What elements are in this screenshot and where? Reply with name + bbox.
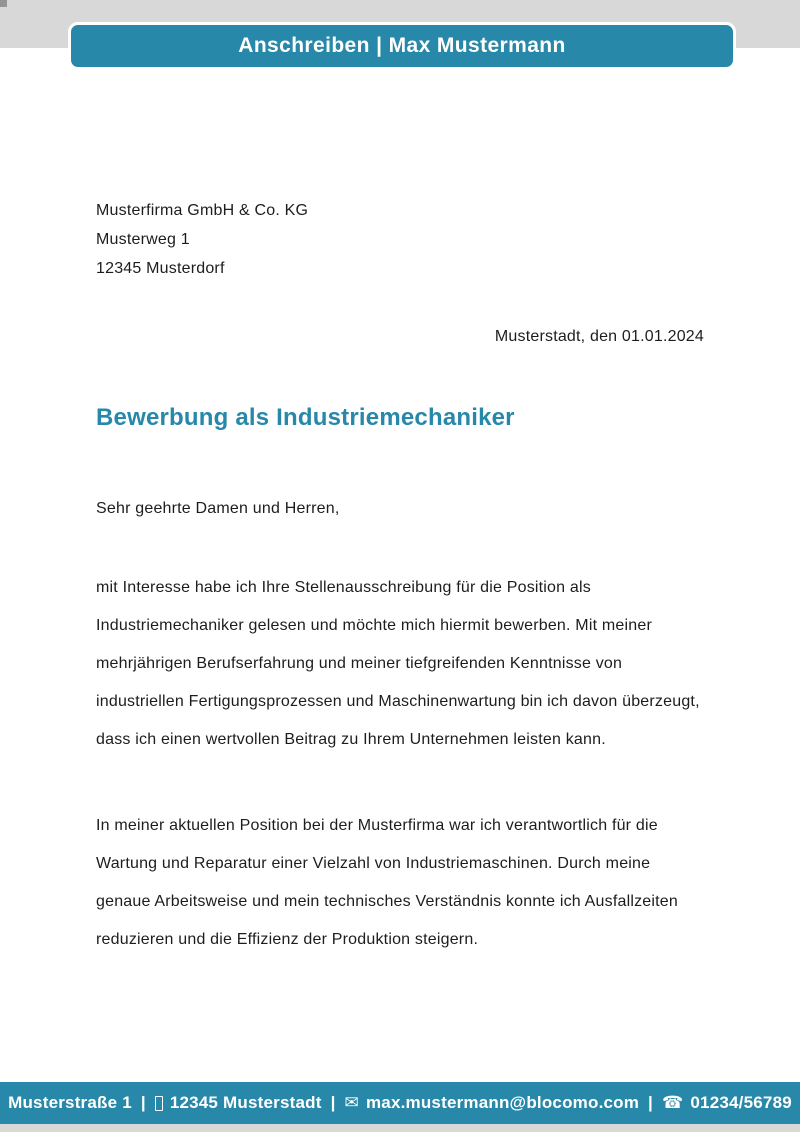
paragraph-2 [96,807,736,959]
footer-street: Musterstraße 1 [8,1093,132,1112]
paragraph-2-line: In meiner aktuellen Position bei der Musterfirma war ich verantwortlich für die [96,817,658,834]
footer-separator: | [330,1093,336,1112]
recipient-street: Musterweg 1 [96,231,190,248]
contact-footer-bar [0,1082,800,1124]
location-box-icon [155,1096,163,1111]
place-and-date: Musterstadt, den 01.01.2024 [494,328,704,345]
footer-email-segment [345,1093,640,1113]
footer-city-segment [155,1093,322,1113]
paragraph-2-line: reduzieren und die Effizienz der Produktion steigern. [96,931,479,948]
paragraph-2-line: Wartung und Reparatur einer Vielzahl von Industriemaschinen. Durch meine [96,855,651,872]
envelope-icon: ✉ [344,1093,359,1112]
paragraph-1 [96,569,736,759]
paragraph-1-line: mit Interesse habe ich Ihre Stellenausschreibung für die Position als [96,579,591,596]
recipient-company: Musterfirma GmbH & Co. KG [96,202,309,219]
footer-phone-segment [662,1093,792,1113]
paragraph-2-line: genaue Arbeitsweise und mein technisches Verständnis konnte ich Ausfallzeiten [96,893,678,910]
paragraph-1-line: Industriemechaniker gelesen und möchte mich hiermit bewerben. Mit meiner [96,617,652,634]
footer-separator: | [648,1093,654,1112]
bottom-gray-band [0,1124,800,1132]
recipient-city: 12345 Musterdorf [96,260,225,277]
salutation: Sehr geehrte Damen und Herren, [96,500,340,517]
document-title: Anschreiben | Max Mustermann [238,34,566,57]
footer-phone: 01234/56789 [690,1093,792,1112]
paragraph-1-line: mehrjährigen Berufserfahrung und meiner tiefgreifenden Kenntnisse von [96,655,623,672]
footer-email: max.mustermann@blocomo.com [365,1093,640,1112]
corner-accent [0,0,7,7]
paragraph-1-line: industriellen Fertigungsprozessen und Maschinenwartung bin ich davon überzeugt, [96,693,700,710]
footer-city: 12345 Musterstadt [169,1093,322,1112]
footer-separator: | [140,1093,146,1112]
paragraph-1-line: dass ich einen wertvollen Beitrag zu Ihrem Unternehmen leisten kann. [96,731,606,748]
telephone-icon: ☎ [662,1093,684,1112]
recipient-address-block [96,196,308,283]
document-header-banner [68,22,736,70]
subject-heading: Bewerbung als Industriemechaniker [96,404,515,431]
